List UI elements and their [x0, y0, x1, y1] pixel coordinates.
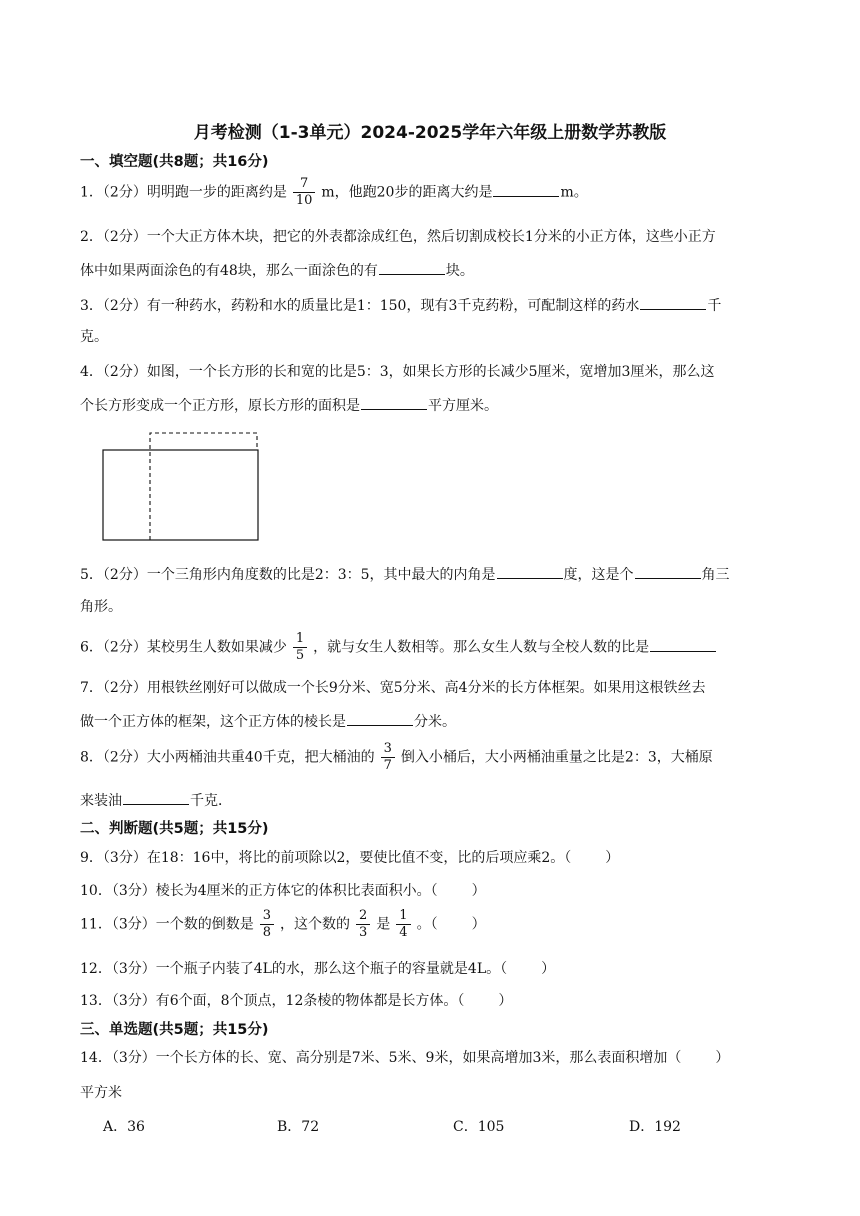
question-6: 6．（2分）某校男生人数如果减少 $\frac{1}{5}$ ，就与女生人数相等。那么女生人数与全校人数的比是: [80, 631, 717, 664]
fraction: $\frac{7}{10}$: [293, 176, 316, 209]
option-c[interactable]: C．105: [453, 1119, 505, 1135]
question-9: 9．（3分）在18：16中，将比的前项除以2，要使比值不变，比的后项应乘2。（ ）: [80, 850, 620, 866]
fraction: $\frac{1}{4}$: [396, 908, 410, 941]
question-2: 2．（2分）一个大正方体木块，把它的外表都涂成红色，然后切割成校长1分米的小正方体，这些小正方: [80, 229, 716, 245]
answer-blank[interactable]: [635, 563, 701, 579]
question-3-cont: 克。: [80, 329, 108, 345]
original-rectangle: [103, 450, 258, 540]
question-11: 11．（3分）一个数的倒数是 $\frac{3}{8}$ ，这个数的 $\frac{2}{3}$ 是 $\frac{1}{4}$ 。（ ）: [80, 908, 486, 940]
dashed-square-outline: [150, 433, 257, 540]
question-5: 5．（2分）一个三角形内角度数的比是2：3：5，其中最大的内角是 度，这是个 角三: [80, 563, 730, 584]
question-4: 4．（2分）如图，一个长方形的长和宽的比是5：3，如果长方形的长减少5厘米，宽增加3厘米，那么这: [80, 364, 715, 380]
question-1: 1．（2分）明明跑一步的距离约是 $\frac{7}{10}$ m，他跑20步的距离大约是 m。: [80, 176, 588, 208]
option-a[interactable]: A．36: [103, 1119, 145, 1135]
q1-text-2: m，他跑20步的距离大约是: [321, 184, 493, 201]
question-10: 10．（3分）棱长为4厘米的正方体它的体积比表面积小。（ ）: [80, 883, 486, 899]
question-8-cont: 来装油 千克．: [80, 789, 232, 810]
question-13: 13．（3分）有6个面，8个顶点，12条棱的物体都是长方体。（ ）: [80, 993, 513, 1009]
answer-blank[interactable]: [123, 789, 189, 805]
section-true-false: 二、判断题(共5题；共15分): [80, 821, 269, 837]
option-d[interactable]: D．192: [629, 1119, 681, 1135]
answer-blank[interactable]: [347, 710, 413, 726]
question-8: 8．（2分）大小两桶油共重40千克，把大桶油的 $\frac{3}{7}$ 倒入小桶后，大小两桶油重量之比是2：3，大桶原: [80, 741, 713, 773]
question-14: 14．（3分）一个长方体的长、宽、高分别是7米、5米、9米，如果高增加3米，那么表面积增加（ ）: [80, 1050, 730, 1066]
section-fill-in: 一、填空题(共8题；共16分): [80, 154, 269, 170]
question-7-cont: 做一个正方体的框架，这个正方体的棱长是 分米。: [80, 710, 456, 731]
answer-blank[interactable]: [497, 563, 563, 579]
question-7: 7．（2分）用根铁丝刚好可以做成一个长9分米、宽5分米、高4分米的长方体框架。如果用这根铁丝去: [80, 680, 706, 696]
fraction: $\frac{1}{5}$: [293, 631, 307, 664]
question-3: 3．（2分）有一种药水，药粉和水的质量比是1：150，现有3千克药粉，可配制这样的药水 千: [80, 294, 721, 315]
answer-blank[interactable]: [650, 636, 716, 652]
question-5-cont: 角形。: [80, 599, 122, 615]
answer-blank[interactable]: [379, 259, 445, 275]
option-b[interactable]: B．72: [277, 1119, 320, 1135]
page-title: 月考检测（1-3单元）2024-2025学年六年级上册数学苏教版: [193, 123, 667, 143]
question-14-cont: 平方米: [80, 1085, 122, 1101]
question-12: 12．（3分）一个瓶子内装了4L的水，那么这个瓶子的容量就是4L。（ ）: [80, 961, 556, 977]
q1-text: 1．（2分）明明跑一步的距离约是: [80, 184, 287, 201]
section-single-choice: 三、单选题(共5题；共15分): [80, 1022, 269, 1038]
rectangle-figure: [102, 430, 262, 545]
answer-blank[interactable]: [361, 394, 427, 410]
fraction: $\frac{3}{8}$: [260, 908, 274, 941]
question-4-cont: 个长方形变成一个正方形，原长方形的面积是 平方厘米。: [80, 394, 498, 415]
answer-blank[interactable]: [493, 181, 559, 197]
question-2-cont: 体中如果两面涂色的有48块，那么一面涂色的有 块。: [80, 259, 474, 280]
answer-blank[interactable]: [640, 294, 706, 310]
fraction: $\frac{2}{3}$: [356, 908, 370, 941]
fraction: $\frac{3}{7}$: [381, 741, 395, 774]
